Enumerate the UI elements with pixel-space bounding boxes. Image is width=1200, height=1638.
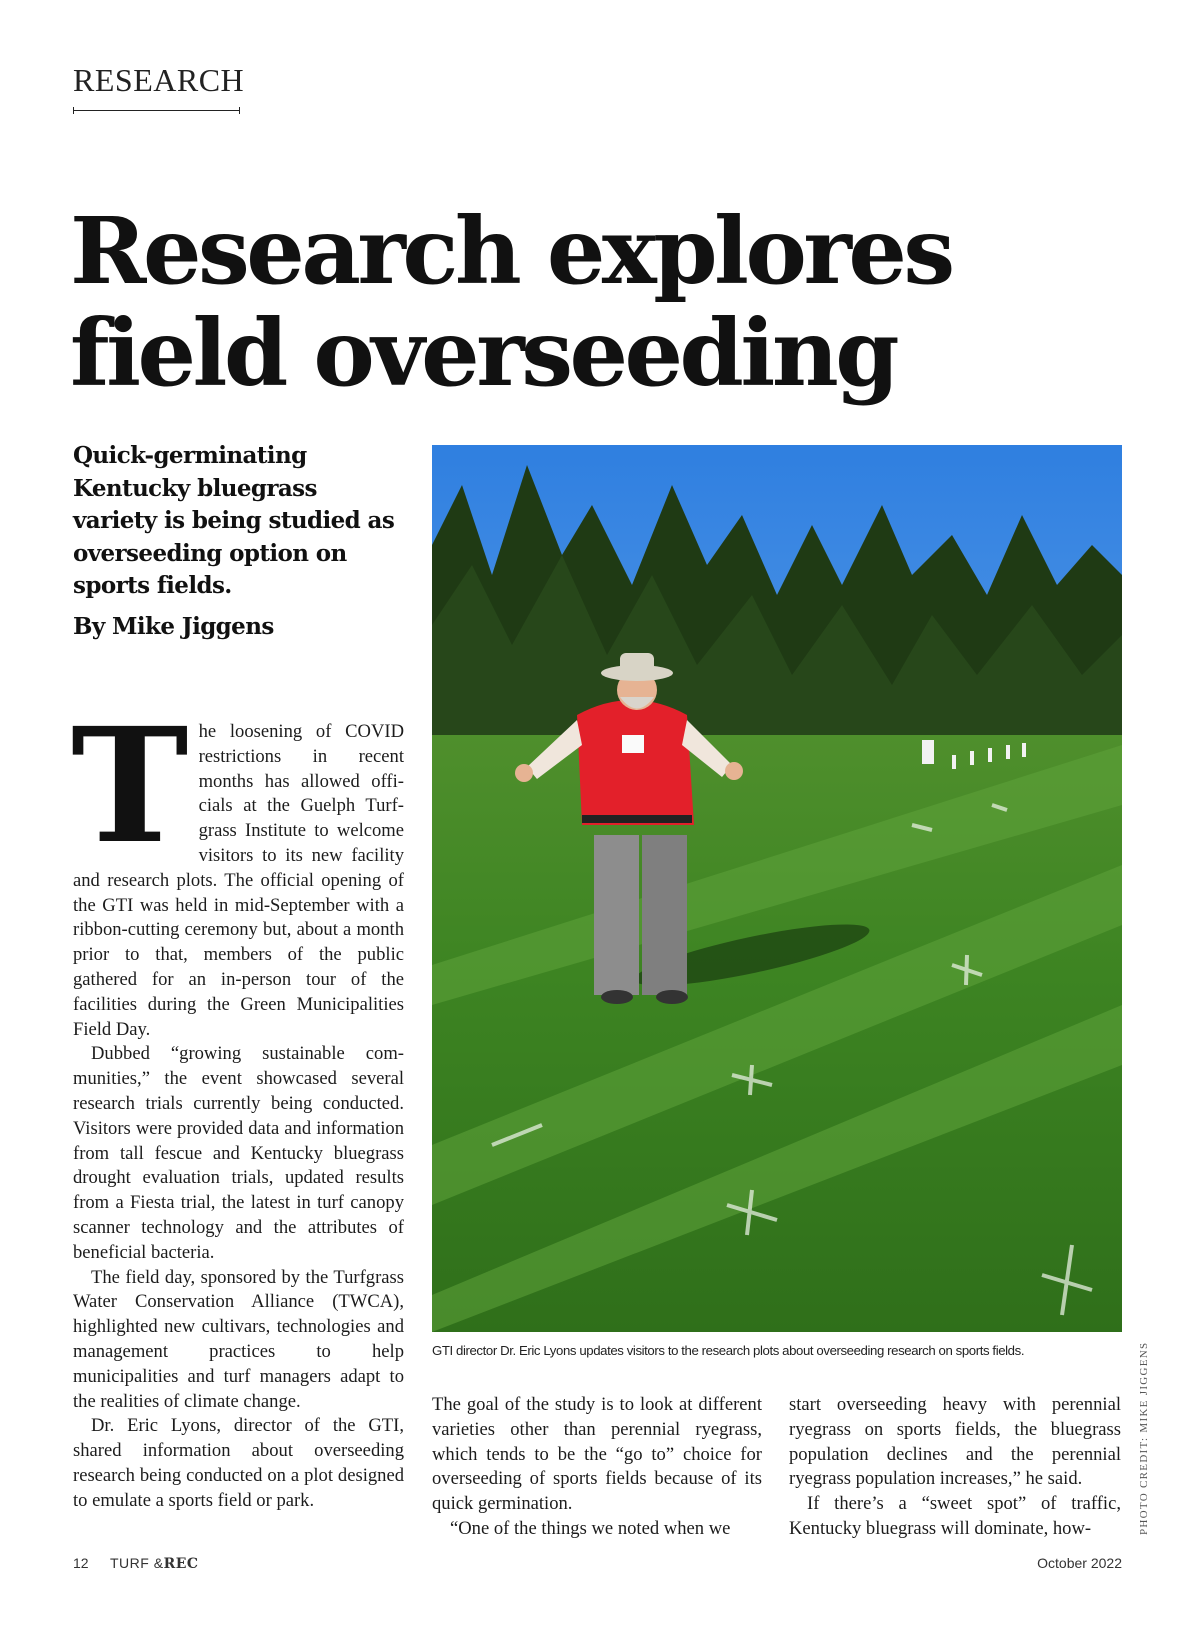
paragraph: he loosening of COVID restrictions in recent months has allowed officials at the Guelph Turfgrass Institute to welcome visitors to its new facility and research plots. The official opening of the GTI was held in mid-September with a ribbon-cutting ceremony but, about a month prior to that, members of the public gathered for an in-person tour of the facilities during the Green Municipalities Field Day. xyxy=(73,721,404,1040)
drop-cap: T xyxy=(71,694,189,879)
article-column-2 xyxy=(432,1393,762,1542)
photo-credit: PHOTO CREDIT: MIKE JIGGENS xyxy=(1138,1341,1150,1535)
deck: Quick-germinating Kentucky bluegrass variety is being studied as overseeding option on sports fields. xyxy=(73,442,395,599)
article-photo xyxy=(432,445,1122,1332)
paragraph: “One of the things we noted when we xyxy=(450,1517,731,1539)
page-number: 12 xyxy=(73,1555,89,1571)
paragraph: Dubbed “growing sustainable communities,” the event showcased several research trials currently being conducted. Visitors were provided data and information from tall fescue and Kentucky bluegrass drought evaluation trials, updated results from a Fiesta trial, the latest in turf canopy scanner technology and the attributes of beneficial bacteria. xyxy=(73,1043,404,1263)
magazine-name xyxy=(110,1555,199,1572)
article-column-1 xyxy=(71,694,404,1514)
paragraph: The goal of the study is to look at different varieties other than perennial ryegrass, which tends to be the “go to” choice for overseeding of sports fields because of its quick germination. xyxy=(432,1394,762,1515)
paragraph: Dr. Eric Lyons, director of the GTI, shared information about overseeding research being conducted on a plot designed to emulate a sports field or park. xyxy=(73,1415,404,1511)
byline: By Mike Jiggens xyxy=(73,613,274,640)
photo-caption: GTI director Dr. Eric Lyons updates visitors to the research plots about overseeding research on sports fields. xyxy=(432,1343,1025,1358)
magazine-name-prefix: TURF & xyxy=(110,1555,164,1571)
article-column-3 xyxy=(789,1393,1121,1542)
magazine-name-bold: REC xyxy=(163,1556,199,1572)
section-rule xyxy=(73,110,240,111)
headline: Research explores field overseeding xyxy=(70,197,952,407)
paragraph: The field day, sponsored by the Turfgrass Water Conservation Alliance (TWCA), highlighted new cultivars, technologies and management practices to help municipalities and turf managers adapt to the realities of climate change. xyxy=(73,1266,404,1412)
paragraph: start overseeding heavy with perennial ryegrass on sports fields, the bluegrass population declines and the perennial ryegrass population increases,” he said. xyxy=(789,1394,1121,1490)
paragraph: If there’s a “sweet spot” of traffic, Kentucky bluegrass will dominate, how- xyxy=(789,1493,1121,1539)
issue-date: October 2022 xyxy=(1037,1555,1122,1571)
section-label: RESEARCH xyxy=(73,62,245,98)
